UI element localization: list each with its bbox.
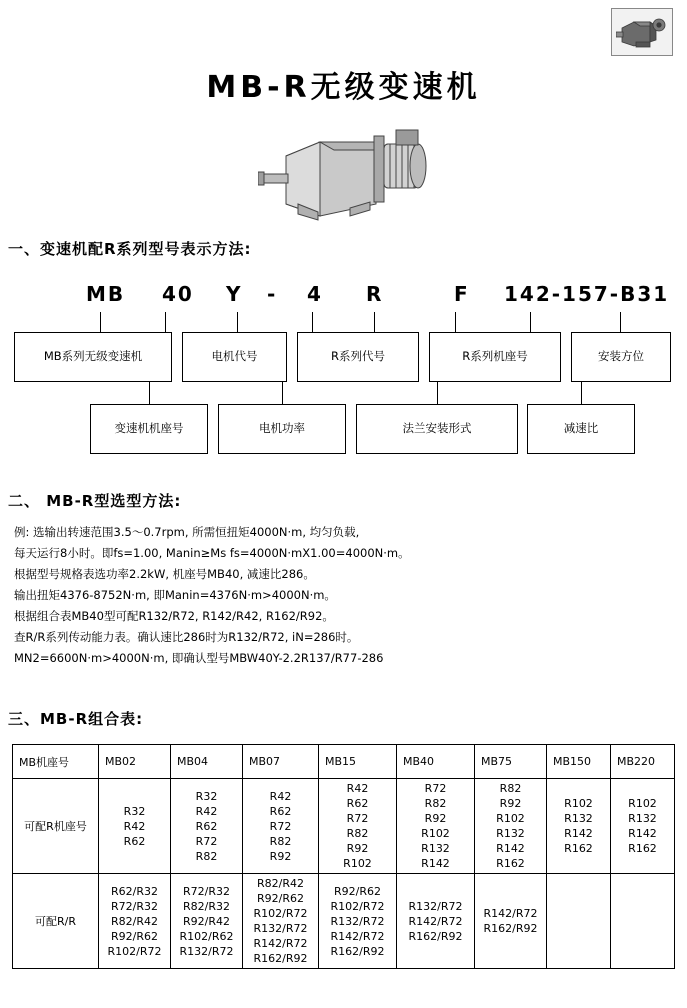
- table-cell-item: R62: [195, 819, 218, 833]
- table-col-mb15: MB15: [319, 745, 397, 779]
- table-col-mb220: MB220: [611, 745, 675, 779]
- table-col-mb04: MB04: [171, 745, 243, 779]
- table-cell: [475, 874, 547, 969]
- connector-line: [100, 312, 101, 332]
- connector-line: [530, 312, 531, 332]
- table-cell-item: R132: [421, 842, 450, 855]
- table-cell-item: R142: [496, 842, 525, 855]
- table-cell-item: R102/R72: [253, 907, 308, 920]
- table-cell: [611, 874, 675, 969]
- model-code-part-6: R: [366, 282, 384, 306]
- connector-line: [165, 312, 166, 332]
- connector-line: [149, 382, 150, 404]
- table-cell-item: R82: [346, 827, 369, 840]
- table-cell-item: R162/R92: [483, 922, 538, 935]
- gearbox-motor-illustration: [258, 108, 438, 228]
- table-cell: [243, 779, 319, 874]
- legend-label: 安装方位: [598, 349, 644, 364]
- legend-label: 变速机机座号: [114, 421, 184, 436]
- combination-table: [12, 744, 675, 969]
- table-cell-item: R82/R42: [257, 877, 304, 890]
- table-cell-item: R62: [269, 804, 292, 818]
- table-cell: [171, 779, 243, 874]
- legend-label: 法兰安装形式: [402, 421, 472, 436]
- table-col-mb75: MB75: [475, 745, 547, 779]
- table-cell-item: R62/R32: [111, 884, 158, 898]
- table-cell: [397, 874, 475, 969]
- connector-line: [237, 312, 238, 332]
- connector-line: [620, 312, 621, 332]
- selection-line: 查R/R系列传动能力表。确认速比286时为R132/R72, iN=286时。: [14, 630, 359, 644]
- selection-line: 根据组合表MB40型可配R132/R72, R142/R42, R162/R92。: [14, 609, 334, 623]
- table-cell: [319, 779, 397, 874]
- connector-line: [437, 382, 438, 404]
- table-cell-item: R92: [346, 842, 369, 855]
- connector-line: [312, 312, 313, 332]
- table-cell-item: R162: [564, 842, 593, 855]
- legend-box-motor-code: [182, 332, 287, 382]
- table-cell-item: R92/R42: [183, 914, 230, 928]
- table-corner-label: MB机座号: [13, 745, 99, 779]
- table-cell-item: R92/R62: [334, 884, 381, 898]
- table-cell-item: R142: [564, 827, 593, 840]
- legend-box-mount-position: [571, 332, 671, 382]
- table-cell-item: R72/R32: [183, 884, 230, 898]
- table-cell-item: R102: [628, 797, 657, 810]
- model-code-part-8: 142-157-B31: [504, 282, 670, 306]
- table-row: [13, 779, 675, 874]
- connector-line: [581, 382, 582, 404]
- table-cell-item: R92: [269, 849, 292, 863]
- table-col-mb02: MB02: [99, 745, 171, 779]
- table-cell-item: R92/R62: [257, 892, 304, 905]
- table-cell-item: R142/R72: [330, 929, 385, 943]
- table-cell-item: R142: [421, 857, 450, 870]
- table-cell-item: R132/R72: [408, 899, 463, 913]
- model-code-part-5: 4: [307, 282, 323, 306]
- table-row-label-rr: 可配R/R: [13, 874, 99, 969]
- table-cell-item: R62: [123, 834, 146, 848]
- table-cell-item: R92: [499, 797, 522, 810]
- table-cell-item: R82: [499, 782, 522, 795]
- table-cell: [397, 779, 475, 874]
- table-cell-item: R82: [424, 797, 447, 810]
- table-cell-item: R82/R42: [111, 914, 158, 928]
- table-body: [13, 779, 675, 969]
- table-cell: [171, 874, 243, 969]
- table-cell: [243, 874, 319, 969]
- table-cell-item: R72: [346, 812, 369, 825]
- model-code-part-7: F: [454, 282, 470, 306]
- model-code-part-4: -: [267, 282, 278, 306]
- table-cell: [99, 779, 171, 874]
- table-cell-item: R42: [346, 782, 369, 795]
- table-cell-item: R142: [628, 827, 657, 840]
- selection-line: 例: 选输出转速范围3.5～0.7rpm, 所需恒扭矩4000N·m, 均匀负载,: [14, 525, 360, 539]
- table-cell: [547, 779, 611, 874]
- model-code-part-3: Y: [226, 282, 243, 306]
- table-cell-item: R132: [628, 812, 657, 825]
- table-header: [13, 745, 675, 779]
- legend-box-motor-power: [218, 404, 346, 454]
- table-cell-item: R42: [123, 819, 146, 833]
- table-col-mb40: MB40: [397, 745, 475, 779]
- table-cell-item: R32: [195, 789, 218, 803]
- section-heading-1: 一、变速机配R系列型号表示方法:: [8, 240, 252, 258]
- legend-label: R系列代号: [331, 349, 385, 364]
- table-cell-item: R162: [496, 857, 525, 870]
- table-cell: [475, 779, 547, 874]
- table-cell-item: R42: [195, 804, 218, 818]
- table-cell: [99, 874, 171, 969]
- table-cell-item: R162/R92: [330, 944, 385, 958]
- table-cell: [547, 874, 611, 969]
- legend-label: MB系列无级变速机: [43, 349, 143, 364]
- legend-label: 电机代号: [211, 349, 258, 364]
- table-cell-item: R32: [123, 804, 146, 818]
- section-heading-3: 三、MB-R组合表:: [8, 710, 144, 728]
- table-row: [13, 874, 675, 969]
- table-cell-item: R162/R92: [253, 952, 308, 965]
- table-cell-item: R132: [496, 827, 525, 840]
- selection-line: 每天运行8小时。即fs=1.00, Manin≥Ms fs=4000N·mX1.00=4000N·m。: [14, 546, 410, 560]
- table-cell-item: R102/R72: [107, 944, 162, 958]
- selection-line: 根据型号规格表选功率2.2kW, 机座号MB40, 减速比286。: [14, 567, 315, 581]
- table-cell-item: R72/R32: [111, 899, 158, 913]
- table-cell-item: R142/R72: [253, 937, 308, 950]
- table-cell-item: R72: [195, 834, 218, 848]
- legend-box-ratio: [527, 404, 635, 454]
- table-cell-item: R72: [269, 819, 292, 833]
- table-cell-item: R142/R72: [483, 907, 538, 920]
- table-cell-item: R132: [564, 812, 593, 825]
- table-col-mb150: MB150: [547, 745, 611, 779]
- selection-line: 输出扭矩4376-8752N·m, 即Manin=4376N·m>4000N·m。: [14, 588, 336, 602]
- table-col-mb07: MB07: [243, 745, 319, 779]
- connector-line: [374, 312, 375, 332]
- model-code-part-2: 40: [162, 282, 194, 306]
- table-cell-item: R42: [269, 789, 292, 803]
- legend-label: 电机功率: [259, 421, 305, 436]
- table-cell-item: R82: [269, 834, 292, 848]
- table-cell-item: R102/R62: [179, 929, 234, 943]
- table-cell-item: R82: [195, 849, 218, 863]
- table-cell-item: R142/R72: [408, 914, 463, 928]
- table-cell-item: R102: [421, 827, 450, 840]
- table-cell-item: R162: [628, 842, 657, 855]
- table-cell-item: R132/R72: [330, 914, 385, 928]
- legend-box-flange-mount: [356, 404, 518, 454]
- table-cell-item: R102: [496, 812, 525, 825]
- legend-box-mb-series: [14, 332, 172, 382]
- selection-line: MN2=6600N·m>4000N·m, 即确认型号MBW40Y-2.2R137/R77-286: [14, 651, 384, 665]
- table-cell-item: R72: [424, 782, 447, 795]
- model-code-row: [14, 282, 674, 312]
- legend-box-gear-frame-no: [90, 404, 208, 454]
- table-cell-item: R132/R72: [179, 944, 234, 958]
- table-row: [13, 745, 675, 779]
- page-title: MB-R无级变速机: [206, 70, 481, 105]
- table-cell-item: R102: [564, 797, 593, 810]
- table-cell-item: R102: [343, 857, 372, 870]
- table-row-label-frames: 可配R机座号: [13, 779, 99, 874]
- table-cell-item: R132/R72: [253, 922, 308, 935]
- legend-label: 减速比: [563, 421, 599, 436]
- gearbox-logo-icon: [611, 8, 673, 56]
- table-cell-item: R102/R72: [330, 899, 385, 913]
- table-cell-item: R62: [346, 797, 369, 810]
- legend-label: R系列机座号: [462, 349, 528, 364]
- table-cell: [611, 779, 675, 874]
- legend-box-r-series-code: [297, 332, 419, 382]
- connector-line: [282, 382, 283, 404]
- table-cell: [319, 874, 397, 969]
- connector-line: [455, 312, 456, 332]
- section-heading-2: 二、 MB-R型选型方法:: [8, 492, 182, 510]
- selection-method-text: [14, 522, 674, 669]
- table-cell-item: R92/R62: [111, 929, 158, 943]
- model-code-part-1: MB: [86, 282, 126, 306]
- table-cell-item: R92: [424, 812, 447, 825]
- table-cell-item: R162/R92: [408, 929, 463, 943]
- table-cell-item: R82/R32: [183, 899, 230, 913]
- legend-box-r-frame-no: [429, 332, 561, 382]
- gearbox-logo-svg: [616, 12, 668, 52]
